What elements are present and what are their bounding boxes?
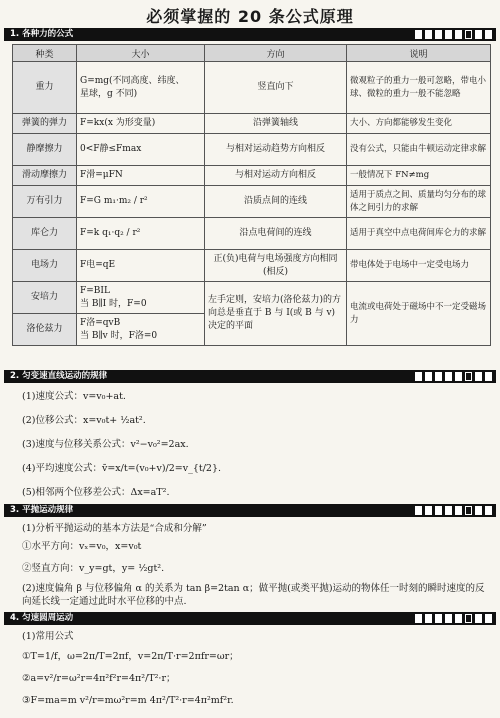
- row-note: 一般情况下 FN≠mg: [347, 166, 491, 186]
- formula-line: ①T=1/f，ω=2π/T=2πf，v=2π/T·r=2πfr=ωr；: [22, 651, 239, 662]
- row-note: 没有公式，只能由牛顿运动定律求解: [347, 134, 491, 166]
- row-direction: 与相对运动趋势方向相反: [205, 134, 347, 166]
- row-name: 重力: [13, 62, 77, 114]
- row-size: G=mg(不同高度、纬度、 星球，g 不同): [77, 62, 205, 114]
- section-label: 2. 匀变速直线运动的规律: [10, 371, 108, 381]
- row-name: 滑动摩擦力: [13, 166, 77, 186]
- section-header-uniform-acceleration: [4, 370, 496, 383]
- formula-line: ③F=ma=m v²/r=mω²r=m 4π²/T²·r=4π²mf²r.: [22, 695, 234, 706]
- forces-table: [12, 44, 491, 346]
- formula-line: (3)速度与位移关系公式：v²−v₀²=2ax.: [22, 439, 189, 450]
- row-name: 静摩擦力: [13, 134, 77, 166]
- formula-line: (1)常用公式: [22, 631, 74, 642]
- section-label: 4. 匀速圆周运动: [10, 613, 74, 623]
- row-name: 安培力: [13, 282, 77, 314]
- section-label: 3. 平抛运动规律: [10, 505, 74, 515]
- row-size: F=k q₁·q₂ / r²: [77, 218, 205, 250]
- table-row: [13, 250, 491, 282]
- formula-line: ②竖直方向：v_y=gt，y= ½gt².: [22, 563, 165, 574]
- col-direction: 方向: [205, 45, 347, 62]
- row-note: 带电体处于电场中一定受电场力: [347, 250, 491, 282]
- row-size: F洛=qvB 当 B∥v 时，F洛=0: [77, 314, 205, 346]
- table-header-row: [13, 45, 491, 62]
- col-size: 大小: [77, 45, 205, 62]
- section-header-forces: [4, 28, 496, 41]
- row-name: 万有引力: [13, 186, 77, 218]
- row-note: 适用于质点之间、质量均匀分布的球体之间引力的求解: [347, 186, 491, 218]
- table-row: [13, 62, 491, 114]
- formula-line: (1)速度公式：v=v₀+at.: [22, 391, 126, 402]
- col-type: 种类: [13, 45, 77, 62]
- formula-paragraph: (2)速度偏角 β 与位移偏角 α 的关系为 tan β=2tan α；做平抛(或类平抛)运动的物体任一时刻的瞬时速度的反向延长线一定通过此时水平位移的中点.: [22, 583, 485, 607]
- table-row: [13, 134, 491, 166]
- formula-line: (2)位移公式：x=v₀t+ ½at².: [22, 415, 146, 426]
- formula-line: (1)分析平抛运动的基本方法是“合成和分解”: [22, 523, 207, 534]
- decorative-squares: [415, 506, 492, 515]
- row-name: 洛伦兹力: [13, 314, 77, 346]
- row-name: 弹簧的弹力: [13, 114, 77, 134]
- formula-line: ②a=v²/r=ω²r=4π²f²r=4π²/T²·r；: [22, 673, 176, 684]
- page-title: 必须掌握的 20 条公式原理: [146, 7, 354, 26]
- row-size: F=BIL 当 B∥I 时，F=0: [77, 282, 205, 314]
- row-direction: 与相对运动方向相反: [205, 166, 347, 186]
- row-size: F=G m₁·m₂ / r²: [77, 186, 205, 218]
- row-note: 微观粒子的重力一般可忽略，带电小球、微粒的重力一般不能忽略: [347, 62, 491, 114]
- row-direction-merged: 左手定则，安培力(洛伦兹力)的方向总是垂直于 B 与 I(或 B 与 v)决定的平面: [205, 282, 347, 346]
- col-note: 说明: [347, 45, 491, 62]
- row-name: 库仑力: [13, 218, 77, 250]
- section-label: 1. 各种力的公式: [10, 29, 74, 39]
- formula-line: (4)平均速度公式：v̄=x/t=(v₀+v)/2=v_{t/2}.: [22, 463, 222, 474]
- section-header-circular-motion: [4, 612, 496, 625]
- row-note-merged: 电流或电荷处于磁场中不一定受磁场力: [347, 282, 491, 346]
- formula-line: ①水平方向：vₓ=v₀，x=v₀t: [22, 541, 142, 552]
- row-direction: 沿弹簧轴线: [205, 114, 347, 134]
- row-name: 电场力: [13, 250, 77, 282]
- row-size: F滑=μFN: [77, 166, 205, 186]
- decorative-squares: [415, 614, 492, 623]
- row-size: F=kx(x 为形变量): [77, 114, 205, 134]
- row-size: 0<F静≤Fmax: [77, 134, 205, 166]
- table-row: [13, 186, 491, 218]
- row-direction: 沿点电荷间的连线: [205, 218, 347, 250]
- row-direction: 正(负)电荷与电场强度方向相同(相反): [205, 250, 347, 282]
- row-direction: 沿质点间的连线: [205, 186, 347, 218]
- decorative-squares: [415, 372, 492, 381]
- row-note: 适用于真空中点电荷间库仑力的求解: [347, 218, 491, 250]
- section-header-projectile: [4, 504, 496, 517]
- table-row: [13, 282, 491, 314]
- row-size: F电=qE: [77, 250, 205, 282]
- row-direction: 竖直向下: [205, 62, 347, 114]
- table-row: [13, 166, 491, 186]
- table-row: [13, 218, 491, 250]
- row-note: 大小、方向都能够发生变化: [347, 114, 491, 134]
- table-row: [13, 114, 491, 134]
- formula-line: (5)相邻两个位移差公式：Δx=aT².: [22, 487, 170, 498]
- decorative-squares: [415, 30, 492, 39]
